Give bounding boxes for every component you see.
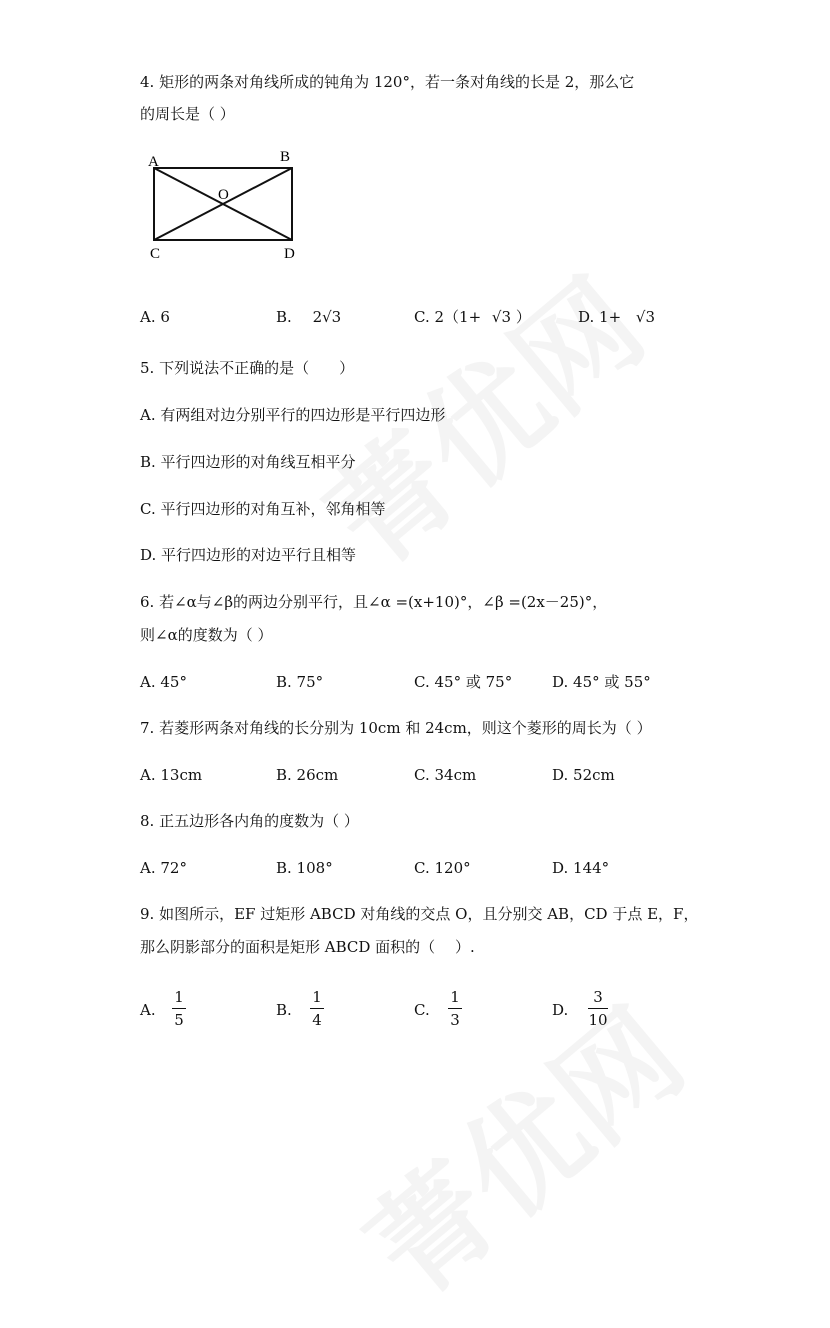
q9-option-c-fraction — [448, 988, 462, 1029]
q4-option-c-label: C. 2（1+ — [414, 308, 482, 326]
fraction-denominator: 4 — [312, 1011, 322, 1029]
q7-stem: 7. 若菱形两条对角线的长分别为 10cm 和 24cm，则这个菱形的周长为（ ） — [140, 719, 652, 737]
q7-option-d: D. 52cm — [552, 766, 615, 784]
fraction-numerator: 1 — [174, 988, 184, 1006]
q8-option-c: C. 120° — [414, 859, 471, 877]
rectangle-diagram — [140, 148, 320, 268]
q4-option-c-suffix: ） — [515, 308, 531, 326]
q6-stem-line2: 则∠α的度数为（ ） — [140, 626, 273, 644]
q6-option-a: A. 45° — [140, 673, 187, 691]
q7-option-b: B. 26cm — [276, 766, 339, 784]
q4-option-d-label: D. 1+ — [578, 308, 622, 326]
label-c: C — [150, 246, 161, 262]
q4-stem-line2: 的周长是（ ） — [140, 105, 235, 123]
q5-option-a: A. 有两组对边分别平行的四边形是平行四边形 — [140, 406, 446, 424]
q4-option-c-math: √3 — [491, 308, 512, 326]
fraction-denominator: 10 — [588, 1011, 608, 1029]
label-b: B — [280, 149, 291, 165]
fraction-bar — [588, 1008, 608, 1009]
label-a: A — [148, 154, 159, 170]
q9-option-b-label: B. — [276, 1001, 292, 1019]
q9-stem-line1: 9. 如图所示，EF 过矩形 ABCD 对角线的交点 O，且分别交 AB，CD 于点 E，F， — [140, 905, 699, 923]
q4-option-d — [578, 307, 655, 327]
q4-option-c — [414, 307, 531, 327]
q9-option-a-fraction — [172, 988, 186, 1029]
fraction-denominator: 3 — [450, 1011, 460, 1029]
q4-stem-line1: 4. 矩形的两条对角线所成的钝角为 120°，若一条对角线的长是 2，那么它 — [140, 73, 635, 91]
q9-option-b-fraction — [310, 988, 324, 1029]
fraction-bar — [172, 1008, 186, 1009]
q8-option-b: B. 108° — [276, 859, 333, 877]
label-d: D — [284, 246, 295, 262]
q6-option-b: B. 75° — [276, 673, 324, 691]
q9-option-c-label: C. — [414, 1001, 430, 1019]
q4-option-b — [276, 307, 341, 327]
q6-option-d: D. 45° 或 55° — [552, 673, 651, 691]
fraction-numerator: 1 — [312, 988, 322, 1006]
q5-option-c: C. 平行四边形的对角互补，邻角相等 — [140, 500, 386, 518]
q4-option-d-math: √3 — [635, 308, 656, 326]
q8-option-a: A. 72° — [140, 859, 187, 877]
q9-option-d-fraction — [588, 988, 608, 1029]
fraction-bar — [448, 1008, 462, 1009]
fraction-numerator: 3 — [593, 988, 603, 1006]
q9-stem-line2: 那么阴影部分的面积是矩形 ABCD 面积的（ ）. — [140, 938, 475, 956]
watermark — [327, 964, 713, 1327]
q6-option-c: C. 45° 或 75° — [414, 673, 513, 691]
q7-option-a: A. 13cm — [140, 766, 203, 784]
q4-option-b-math: 2√3 — [312, 308, 342, 326]
q5-stem: 5. 下列说法不正确的是（ ） — [140, 359, 355, 377]
q8-stem: 8. 正五边形各内角的度数为（ ） — [140, 812, 359, 830]
q4-option-b-label: B. — [276, 308, 292, 326]
q9-option-a-label: A. — [140, 1001, 156, 1019]
label-o: O — [218, 187, 229, 203]
fraction-bar — [310, 1008, 324, 1009]
q9-option-d-label: D. — [552, 1001, 569, 1019]
q7-option-c: C. 34cm — [414, 766, 477, 784]
q8-option-d: D. 144° — [552, 859, 610, 877]
q5-option-b: B. 平行四边形的对角线互相平分 — [140, 453, 356, 471]
q5-option-d: D. 平行四边形的对边平行且相等 — [140, 546, 357, 564]
fraction-numerator: 1 — [450, 988, 460, 1006]
q6-stem-line1: 6. 若∠α与∠β的两边分别平行，且∠α =(x+10)°，∠β =(2x－25)°， — [140, 593, 608, 611]
q4-option-a: A. 6 — [140, 308, 170, 326]
fraction-denominator: 5 — [174, 1011, 184, 1029]
